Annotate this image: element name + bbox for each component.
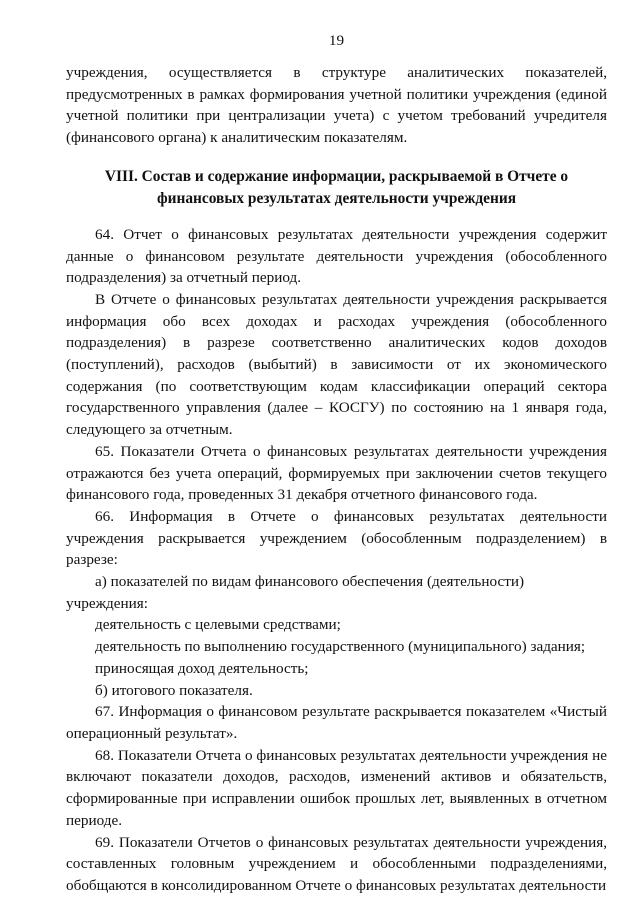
section-title: VIII. Состав и содержание информации, раскрываемой в Отчете о финансовых результатах деятельности учреждения: [104, 167, 569, 207]
section-heading: [66, 166, 607, 210]
paragraph-65: 65. Показатели Отчета о финансовых результатах деятельности учреждения отражаются без учета операций, формируемых при заключении счетов текущего финансового года, проведенных 31 декабря отчетного финансового года.: [66, 442, 607, 504]
paragraph-69: 69. Показатели Отчетов о финансовых результатах деятельности учреждения, составленных головным учреждением и обособленными подразделениями, обобщаются в консолидированном Отчете о финансовых результатах деятельности: [66, 833, 607, 894]
paragraph-64: 64. Отчет о финансовых результатах деятельности учреждения содержит данные о финансовом результате деятельности учреждения (обособленного подразделения) за отчетный период.: [66, 225, 607, 287]
page-number: 19: [328, 32, 345, 49]
paragraph-66: 66. Информация в Отчете о финансовых результатах деятельности учреждения раскрывается учреждением (обособленным подразделением) в разрезе:: [66, 507, 607, 569]
paragraph-64-details: В Отчете о финансовых результатах деятельности учреждения раскрывается информация обо всех доходах и расходах учреждения (обособленного подразделения) в разрезе соответственно аналитических кодов доходов (поступлений), расходов (выбытий) в зависимости от их экономического содержания (по соответствующим кодам классификации операций сектора государственного управления (далее – КОСГУ) по состоянию на 1 января года, следующего за отчетным.: [66, 290, 607, 439]
paragraph-68: 68. Показатели Отчета о финансовых результатах деятельности учреждения не включают показатели доходов, расходов, изменений активов и обязательств, сформированные при исправлении ошибок прошлых лет, выявленных в отчетном периоде.: [66, 746, 607, 829]
list-item: а) показателей по видам финансового обеспечения (деятельности) учреждения:: [66, 573, 525, 612]
list-item: деятельность по выполнению государственного (муниципального) задания;: [95, 638, 586, 656]
intro-paragraph: учреждения, осуществляется в структуре аналитических показателей, предусмотренных в рамках формирования учетной политики учреждения (единой учетной политики при централизации учета) с учетом требований учредителя (финансового органа) к аналитическим показателям.: [66, 64, 607, 147]
list-item: деятельность с целевыми средствами;: [95, 616, 341, 634]
section-body: [66, 224, 607, 897]
breakdown-list: [66, 571, 607, 701]
paragraph-67: 67. Информация о финансовом результате раскрывается показателем «Чистый операционный результат».: [66, 703, 607, 742]
list-item: б) итогового показателя.: [95, 681, 253, 699]
list-item: приносящая доход деятельность;: [95, 659, 309, 677]
